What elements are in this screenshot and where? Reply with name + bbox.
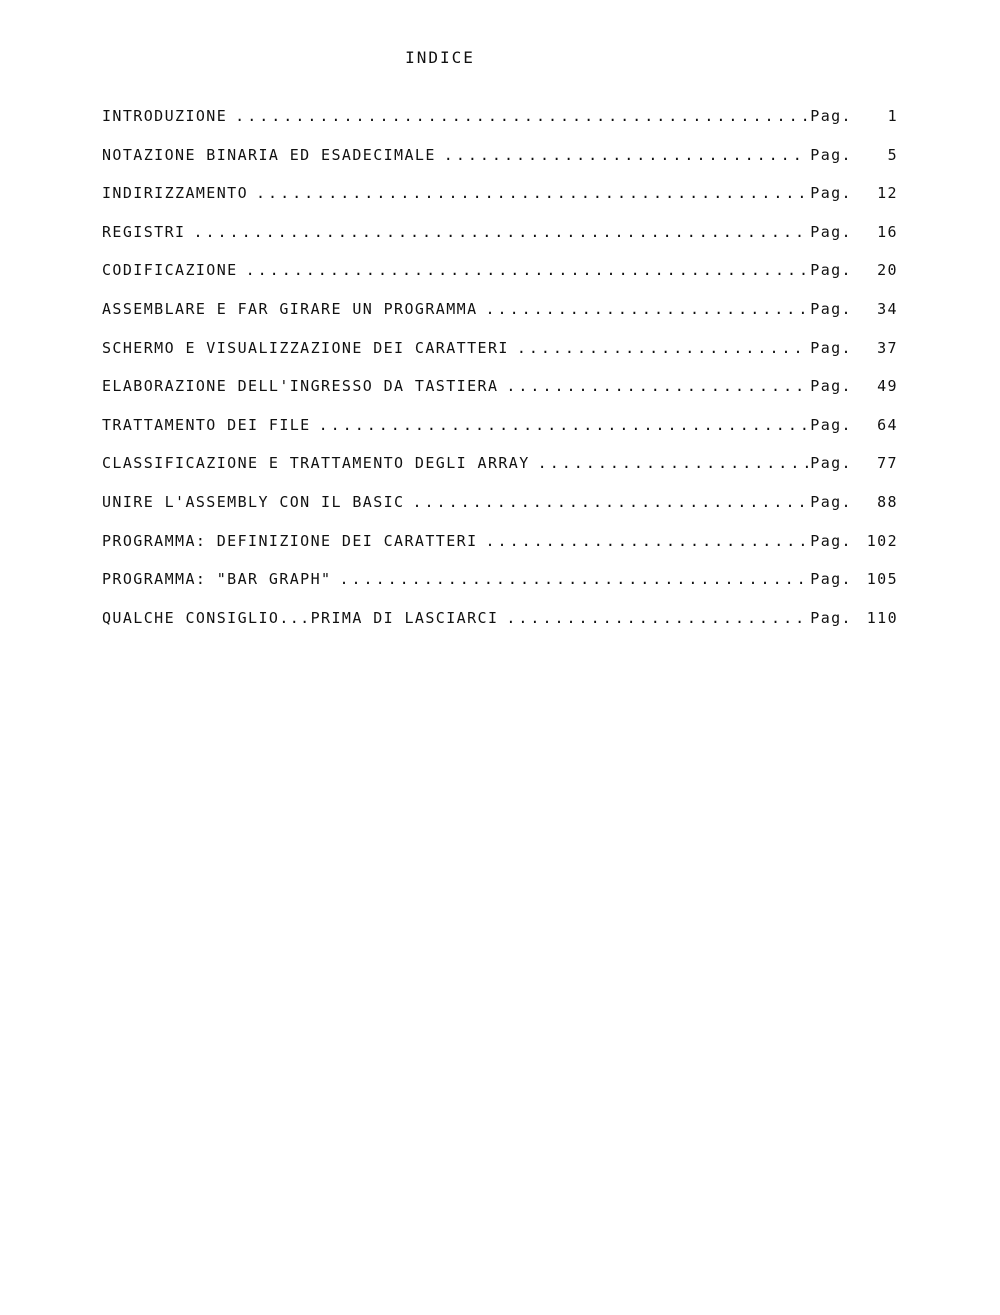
toc-page-label: Pag. — [810, 338, 852, 357]
toc-page-label: Pag. — [810, 608, 852, 627]
toc-entry-page — [810, 567, 898, 591]
toc-page-label: Pag. — [810, 261, 852, 280]
toc-page-label: Pag. — [810, 222, 852, 241]
toc-entry-page — [810, 220, 898, 244]
toc-leader-dots — [193, 220, 808, 244]
toc-page-label: Pag. — [810, 107, 852, 125]
toc-entry — [102, 490, 898, 529]
toc-entry — [102, 258, 898, 297]
toc-leader-dots — [538, 451, 809, 475]
toc-leader-dots — [506, 606, 808, 630]
toc-page-label: Pag. — [810, 299, 852, 318]
toc-leader-dots — [517, 336, 808, 360]
toc-page-number: 34 — [877, 299, 898, 318]
toc-entry-title: UNIRE L'ASSEMBLY CON IL BASIC — [102, 492, 405, 511]
toc-entry-page — [810, 297, 898, 321]
toc-entry-page — [810, 451, 898, 475]
toc-page-number: 64 — [877, 415, 898, 434]
toc-entry — [102, 374, 898, 413]
toc-entry-title: NOTAZIONE BINARIA ED ESADECIMALE — [102, 145, 436, 164]
toc-leader-dots — [486, 529, 809, 553]
toc-entry — [102, 606, 898, 645]
toc-leader-dots — [506, 374, 808, 398]
toc-entry — [102, 104, 898, 143]
toc-entry-title: REGISTRI — [102, 222, 186, 241]
toc-page-number: 88 — [877, 492, 898, 511]
toc-entry-title: PROGRAMMA: "BAR GRAPH" — [102, 570, 332, 589]
toc-entry-page — [810, 336, 898, 360]
toc-entry-page — [810, 143, 898, 167]
toc-leader-dots — [339, 567, 808, 591]
toc-entry-title: CLASSIFICAZIONE E TRATTAMENTO DEGLI ARRAY — [102, 454, 530, 473]
toc-entry — [102, 451, 898, 490]
toc-entry-title: ASSEMBLARE E FAR GIRARE UN PROGRAMMA — [102, 299, 478, 318]
toc-page-number: 12 — [877, 184, 898, 203]
toc-page-number: 5 — [887, 145, 898, 164]
toc-page-label: Pag. — [810, 377, 852, 396]
toc-entry-page — [810, 606, 898, 630]
toc-page-label: Pag. — [810, 492, 852, 511]
toc-entry — [102, 181, 898, 220]
toc-page-number: 77 — [877, 454, 898, 473]
toc-page-label: Pag. — [810, 531, 852, 550]
toc-leader-dots — [256, 181, 808, 205]
toc-page-label: Pag. — [810, 145, 852, 164]
toc-entry — [102, 336, 898, 375]
toc-entry-title: PROGRAMMA: DEFINIZIONE DEI CARATTERI — [102, 531, 478, 550]
toc-entry-title: SCHERMO E VISUALIZZAZIONE DEI CARATTERI — [102, 338, 509, 357]
toc-page-number: 49 — [877, 377, 898, 396]
toc-entry-page — [810, 413, 898, 437]
toc-entry-page — [810, 258, 898, 282]
toc-page-label: Pag. — [810, 454, 852, 473]
toc-page-number: 105 — [866, 570, 898, 589]
toc-leader-dots — [246, 258, 809, 282]
toc-page-label: Pag. — [810, 184, 852, 203]
toc-entry-title: INDIRIZZAMENTO — [102, 184, 249, 203]
page-title: INDICE — [405, 48, 475, 67]
table-of-contents — [102, 104, 898, 644]
toc-page-label: Pag. — [810, 415, 852, 434]
toc-page-number: 37 — [877, 338, 898, 357]
toc-entry-page — [810, 529, 898, 553]
toc-leader-dots — [486, 297, 809, 321]
toc-entry-title: QUALCHE CONSIGLIO...PRIMA DI LASCIARCI — [102, 608, 499, 627]
toc-entry-page — [810, 181, 898, 205]
toc-leader-dots — [444, 143, 808, 167]
toc-entry — [102, 220, 898, 259]
toc-page-number: 1 — [887, 107, 898, 125]
toc-entry-title: TRATTAMENTO DEI FILE — [102, 415, 311, 434]
toc-entry-title: INTRODUZIONE — [102, 107, 228, 125]
toc-page-label: Pag. — [810, 570, 852, 589]
toc-entry — [102, 297, 898, 336]
toc-entry-title: ELABORAZIONE DELL'INGRESSO DA TASTIERA — [102, 377, 499, 396]
toc-entry-page — [810, 104, 898, 128]
toc-entry — [102, 529, 898, 568]
toc-entry-title: CODIFICAZIONE — [102, 261, 238, 280]
toc-entry-page — [810, 490, 898, 514]
toc-page-number: 110 — [866, 608, 898, 627]
toc-leader-dots — [319, 413, 809, 437]
toc-leader-dots — [413, 490, 809, 514]
toc-page-number: 16 — [877, 222, 898, 241]
toc-page-number: 20 — [877, 261, 898, 280]
toc-leader-dots — [235, 104, 808, 128]
toc-page-number: 102 — [866, 531, 898, 550]
toc-entry — [102, 567, 898, 606]
toc-entry — [102, 143, 898, 182]
toc-entry-page — [810, 374, 898, 398]
toc-entry — [102, 413, 898, 452]
